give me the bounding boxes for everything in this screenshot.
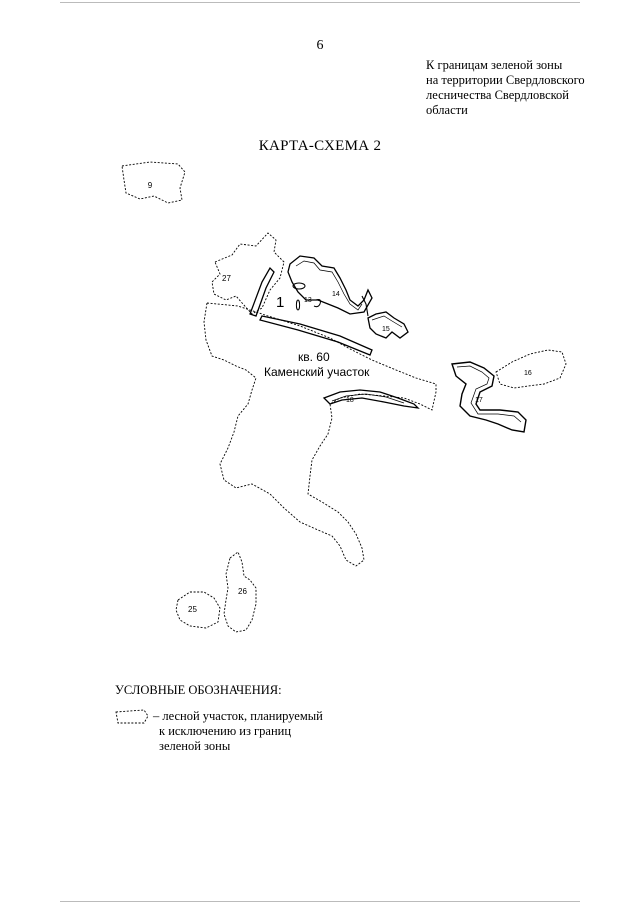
plot-17-outline (452, 362, 526, 432)
legend-dashed-outline-swatch (114, 708, 152, 726)
plot-15-outline (368, 312, 408, 338)
plot-label-1: 1 (276, 294, 285, 311)
header-note-line-1: К границам зеленой зоны (426, 58, 563, 72)
quarter-label: кв. 60 (298, 350, 330, 364)
plot-13-pin (296, 300, 299, 310)
plot-label-17: 17 (475, 397, 483, 404)
legend-title: УСЛОВНЫЕ ОБОЗНАЧЕНИЯ: (115, 683, 282, 697)
plot-label-16: 16 (524, 370, 532, 377)
plot-25-outline (176, 592, 220, 628)
plot-label-26: 26 (238, 587, 247, 596)
header-note-line-3: лесничества Свердловской (426, 88, 569, 102)
legend-item-line-2: к исключению из границ (159, 724, 292, 738)
plot-label-13: 13 (304, 297, 312, 304)
main-plot-outline (204, 303, 436, 566)
plot-label-15: 15 (382, 326, 390, 333)
header-note-line-4: области (426, 103, 468, 117)
plot-label-25: 25 (188, 605, 197, 614)
plot-label-27: 27 (222, 274, 231, 283)
map-title: КАРТА-СХЕМА 2 (258, 138, 382, 154)
plot-label-18: 18 (346, 397, 354, 404)
plot-17-inner (457, 366, 521, 422)
plot-9-outline (122, 162, 185, 203)
plot-16-outline (496, 350, 566, 388)
plot-1-edge-strip (250, 268, 274, 316)
legend-item-text (153, 709, 373, 754)
area-label: Каменский участок (264, 365, 370, 379)
page-number: 6 (316, 38, 324, 53)
plot-14-outline (288, 256, 372, 314)
legend-item-line-3: зеленой зоны (159, 739, 231, 753)
plot-label-14: 14 (332, 291, 340, 298)
header-note-line-2: на территории Свердловского (426, 73, 585, 87)
legend-item-line-1: – лесной участок, планируемый (153, 709, 323, 723)
plot-label-9: 9 (147, 181, 153, 190)
bottom-scan-rule (60, 901, 580, 902)
